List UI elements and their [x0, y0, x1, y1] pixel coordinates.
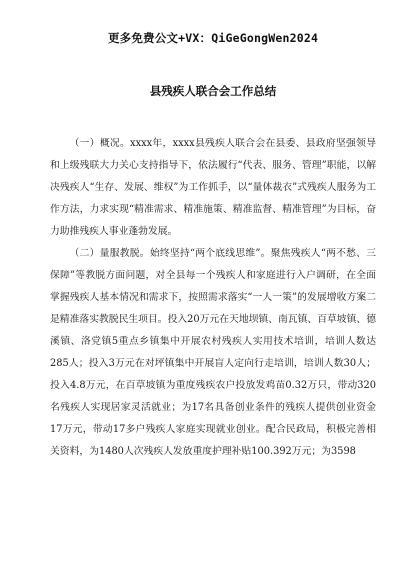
paragraph-poverty-relief: （二）量服教脱。始终坚持“两个底线思维”。聚焦残疾人“两不愁、三保障”等教脱方面问题，对全县每一个残疾人和家庭进行入户调研，在全面掌握残疾人基本情况和需求下，按照需求落实“一人一策”的发展增收方案二是精准落实教脱民生项目。投入20万元在天地坝镇、南瓦镇、百草坡镇、德溪镇、洛党镇5重点乡镇集中开展农村残疾人实用技术培训，培训人数达285人；投入3万元在对坪镇集中开展盲人定向行走培训，培训人数30人；投入4.8万元，在百草坡镇为重度残疾农户投放发鸡苗0.32万只，带动320名残疾人实现居家灵活就业；为17名具备创业条件的残疾人提供创业资金17万元，带动17多户残疾人家庭实现就业创业。配合民政局，积极完善相关资料，为1480人次残疾人发放重度护理补贴100.392万元；为3598 [50, 248, 376, 457]
document-title: 县残疾人联合会工作总结 [149, 84, 277, 98]
header-notice: 更多免费公文+VX：QiGeGongWen2024 [107, 31, 319, 45]
paragraph-overview: （一）概况。xxxx年，xxxx县残疾人联合会在县委、县政府坚强领导和上级残联大力关心支持指导下，依法履行“代表、服务、管理”职能，以解决残疾人“生存、发展、维权”为工作抓手，以“量体裁衣”式残疾人服务为工作方法，力求实现“精准需求、精准施策、精准监督、精准管理”为目标，奋力助推残疾人事业蓬勃发展。 [50, 138, 376, 237]
